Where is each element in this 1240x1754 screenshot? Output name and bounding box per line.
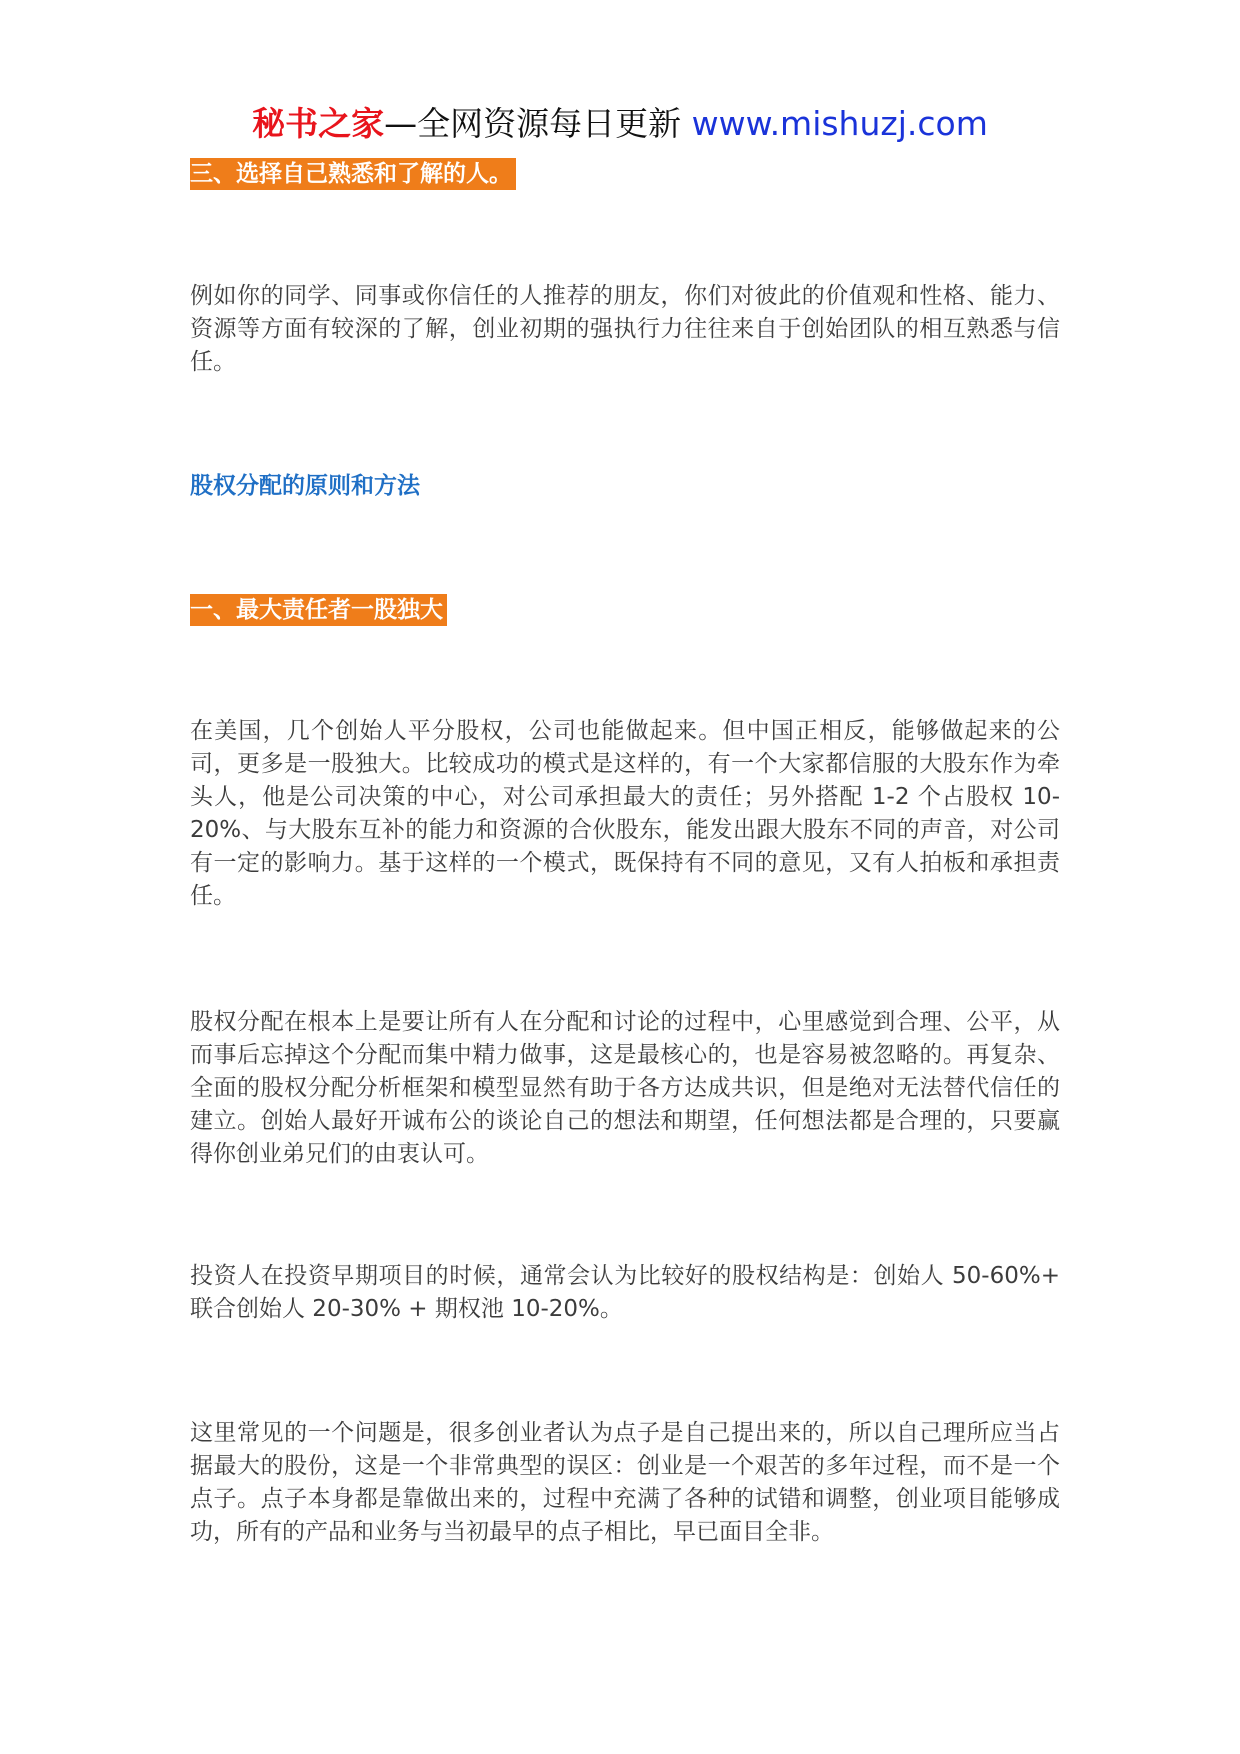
paragraph-idea-misconception: 这里常见的一个问题是，很多创业者认为点子是自己提出来的，所以自己理所应当占据最大的股份，这是一个非常典型的误区：创业是一个艰苦的多年过程，而不是一个点子。点子本身都是靠做出来的，过程中充满了各种的试错和调整，创业项目能够成功，所有的产品和业务与当初最早的点子相比，早已面目全非。 (190, 1420, 1060, 1545)
paragraph-investor-view: 投资人在投资早期项目的时候，通常会认为比较好的股权结构是：创始人 50-60%+ 联合创始人 20-30% + 期权池 10-20%。 (190, 1263, 1060, 1322)
section-heading-3: 三、选择自己熟悉和了解的人。 (190, 158, 516, 190)
site-header (0, 98, 1240, 150)
site-slogan: —全网资源每日更新 (384, 104, 692, 143)
paragraph-equity-structure: 在美国，几个创始人平分股权，公司也能做起来。但中国正相反，能够做起来的公司，更多是一股独大。比较成功的模式是这样的，有一个大家都信服的大股东作为牵头人，他是公司决策的中心，对公司承担最大的责任；另外搭配 1-2 个占股权 10-20%、与大股东互补的能力和资源的合伙股东，能发出跟大股东不同的声音，对公司有一定的影响力。基于这样的一个模式，既保持有不同的意见，又有人拍板和承担责任。 (190, 718, 1060, 909)
principle-1-heading: 一、最大责任者一股独大 (190, 594, 447, 626)
site-brand: 秘书之家 (252, 104, 385, 143)
site-url-link[interactable]: www.mishuzj.com (691, 104, 988, 143)
section-3-paragraph: 例如你的同学、同事或你信任的人推荐的朋友，你们对彼此的价值观和性格、能力、资源等方面有较深的了解，创业初期的强执行力往往来自于创始团队的相互熟悉与信任。 (190, 283, 1060, 375)
principles-heading: 股权分配的原则和方法 (190, 473, 420, 499)
paragraph-fairness: 股权分配在根本上是要让所有人在分配和讨论的过程中，心里感觉到合理、公平，从而事后忘掉这个分配而集中精力做事，这是最核心的，也是容易被忽略的。再复杂、全面的股权分配分析框架和模型显然有助于各方达成共识，但是绝对无法替代信任的建立。创始人最好开诚布公的谈论自己的想法和期望，任何想法都是合理的，只要赢得你创业弟兄们的由衷认可。 (190, 1009, 1060, 1167)
